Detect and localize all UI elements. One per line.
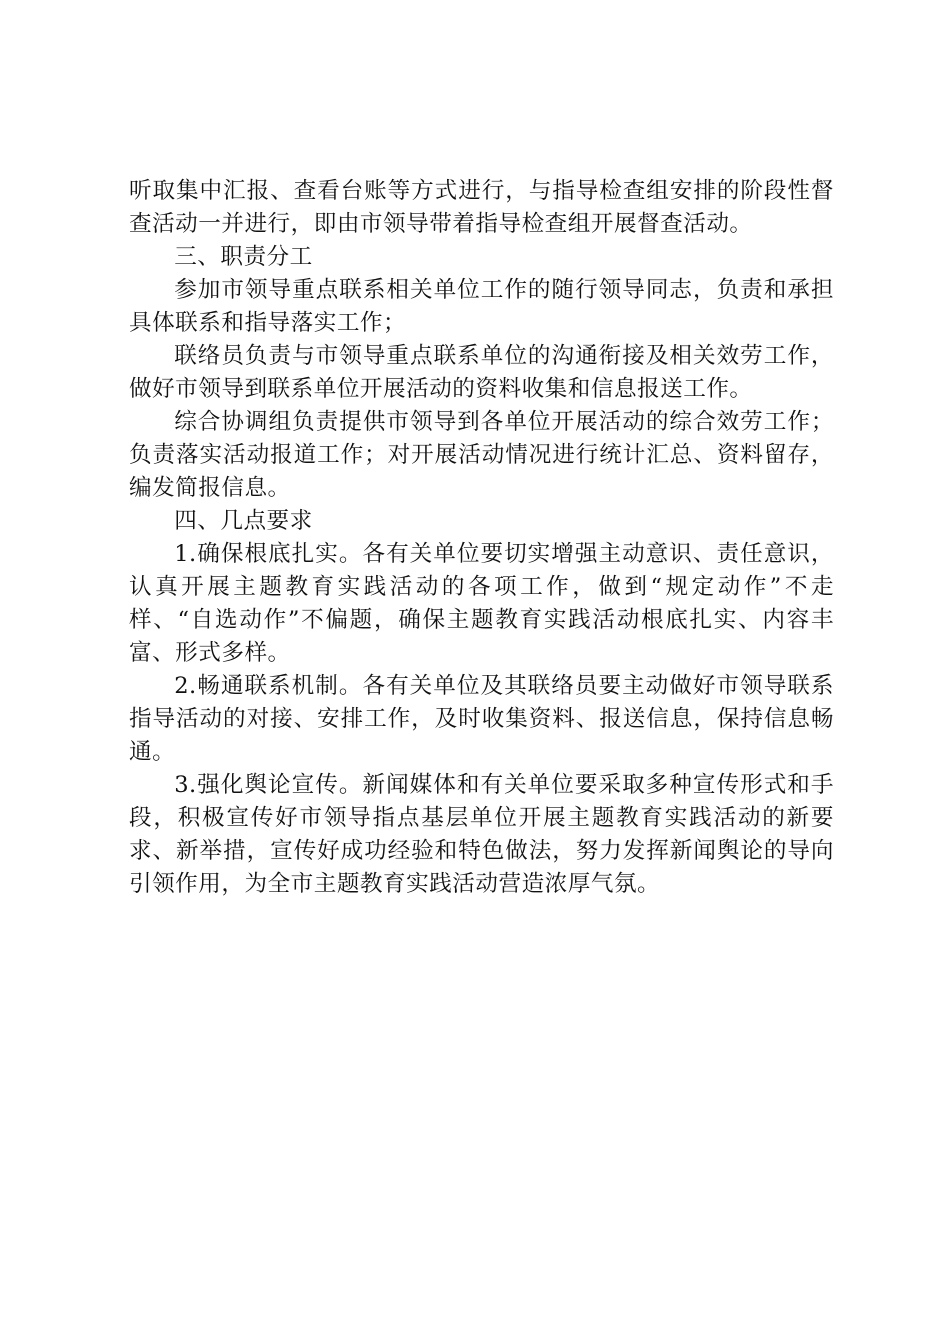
paragraph-requirement-3: 3.强化舆论宣传。新闻媒体和有关单位要采取多种宣传形式和手段，积极宣传好市领导指点基层单位开展主题教育实践活动的新要求、新举措，宣传好成功经验和特色做法，努力发挥新闻舆论的导向引领作用，为全市主题教育实践活动营造浓厚气氛。 bbox=[129, 772, 834, 897]
paragraph-accompanying-leaders: 参加市领导重点联系相关单位工作的随行领导同志，负责和承担具体联系和指导落实工作； bbox=[129, 277, 834, 336]
paragraph-coordination-group: 综合协调组负责提供市领导到各单位开展活动的综合效劳工作；负责落实活动报道工作；对开展活动情况进行统计汇总、资料留存，编发简报信息。 bbox=[129, 409, 834, 501]
section-heading-duties: 三、职责分工 bbox=[174, 244, 313, 270]
paragraph-requirement-1: 1.确保根底扎实。各有关单位要切实增强主动意识、责任意识，认真开展主题教育实践活动的各项工作，做到“规定动作”不走样、“自选动作”不偏题，确保主题教育实践活动根底扎实、内容丰富、形式多样。 bbox=[129, 541, 834, 666]
paragraph-liaison-officers: 联络员负责与市领导重点联系单位的沟通衔接及相关效劳工作，做好市领导到联系单位开展活动的资料收集和信息报送工作。 bbox=[129, 343, 834, 402]
paragraph-continuation: 听取集中汇报、查看台账等方式进行，与指导检查组安排的阶段性督查活动一并进行，即由市领导带着指导检查组开展督查活动。 bbox=[129, 178, 834, 237]
section-heading-requirements: 四、几点要求 bbox=[174, 508, 313, 534]
document-body bbox=[129, 175, 834, 901]
paragraph-requirement-2: 2.畅通联系机制。各有关单位及其联络员要主动做好市领导联系指导活动的对接、安排工作，及时收集资料、报送信息，保持信息畅通。 bbox=[129, 673, 834, 765]
